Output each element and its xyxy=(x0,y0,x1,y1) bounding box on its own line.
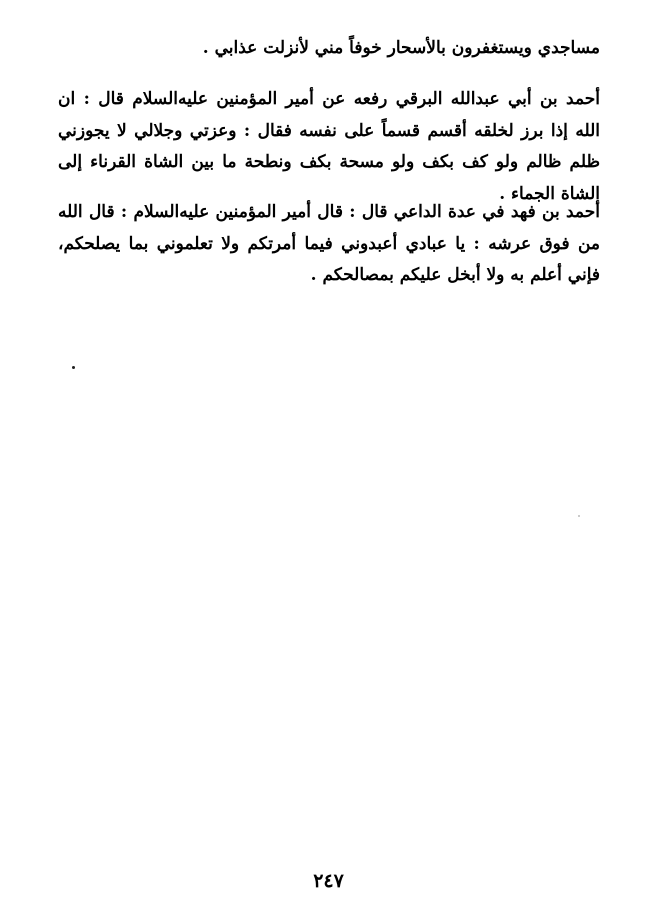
paragraph-hadith-1: أحمد بن أبي عبدالله البرقي رفعه عن أمير المؤمنين عليه‌السلام قال : ان الله إذا برز لخلقه أقسم قسماً على نفسه فقال : وعزتي وجلالي لا يجوزني ظلم ظالم ولو كف بكف ولو مسحة بكف ونطحة ما بين الشاة القرناء إلى الشاة الجماء . xyxy=(58,89,600,204)
paragraph-continuation: مساجدي ويستغفرون بالأسحار خوفاً مني لأنزلت عذابي . xyxy=(202,38,600,58)
paragraph-hadith-2: أحمد بن فهد في عدة الداعي قال : قال أمير المؤمنين عليه‌السلام : قال الله من فوق عرشه : يا عبادي أعبدوني فيما أمرتكم ولا تعلموني بما يصلحكم، فإني أعلم به ولا أبخل عليكم بمصالحكم . xyxy=(58,202,600,285)
ink-dot xyxy=(72,366,75,369)
paper-speck xyxy=(578,515,580,517)
page-number: ٢٤٧ xyxy=(313,870,344,892)
